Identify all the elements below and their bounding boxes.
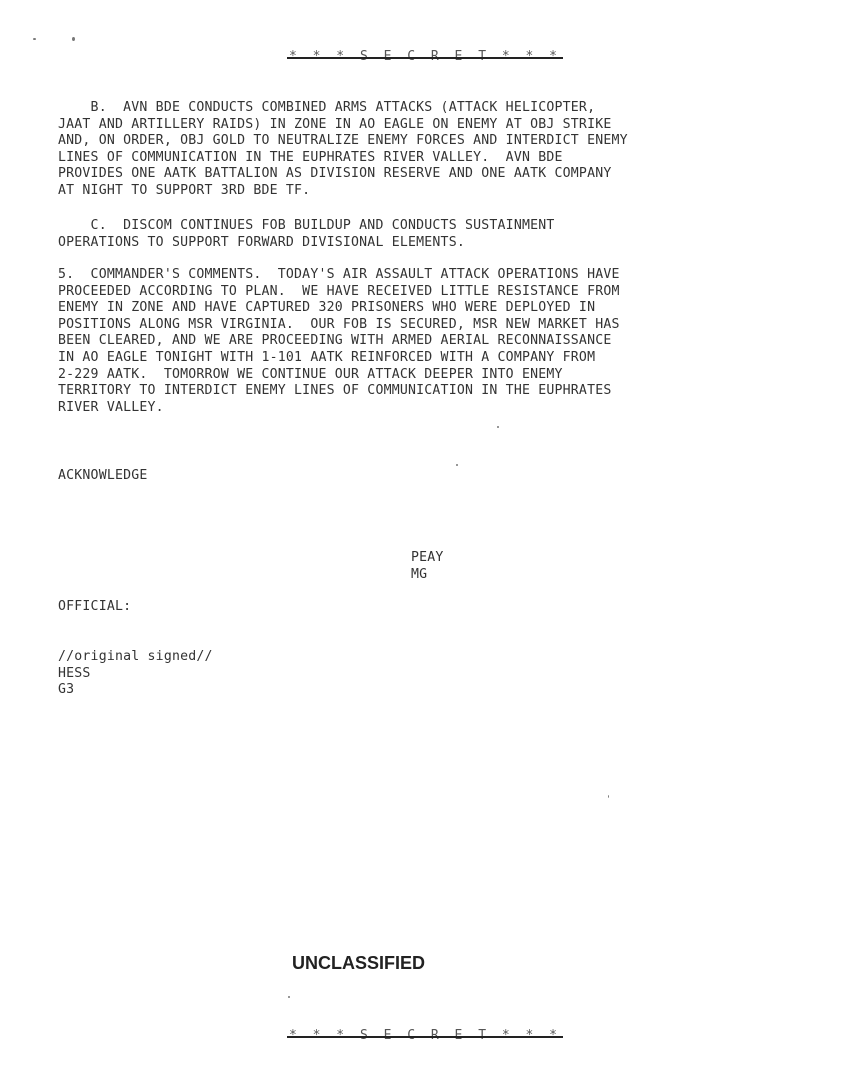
scan-speck bbox=[33, 38, 36, 40]
paragraph-c: C. DISCOM CONTINUES FOB BUILDUP AND CONDUCTS SUSTAINMENT OPERATIONS TO SUPPORT FORWARD DIVISIONAL ELEMENTS. bbox=[58, 218, 555, 250]
signature-name: PEAY bbox=[411, 550, 444, 565]
paragraph-b: B. AVN BDE CONDUCTS COMBINED ARMS ATTACKS (ATTACK HELICOPTER, JAAT AND ARTILLERY RAIDS) IN ZONE IN AO EAGLE ON ENEMY AT OBJ STRIKE AND, ON ORDER, OBJ GOLD TO NEUTRALIZE ENEMY FORCES AND INTERDICT ENEMY LINES OF COMMUNICATION IN THE EUPHRATES RIVER VALLEY. AVN BDE PROVIDES ONE AATK BATTALION AS DIVISION RESERVE AND ONE AATK COMPANY AT NIGHT TO SUPPORT 3RD BDE TF. bbox=[58, 100, 628, 198]
scan-speck bbox=[72, 37, 75, 41]
scan-speck bbox=[288, 996, 290, 998]
bottom-classification-marking: * * * S E C R E T * * * bbox=[288, 1028, 561, 1043]
acknowledge-line: ACKNOWLEDGE bbox=[58, 468, 148, 483]
scan-speck bbox=[456, 464, 458, 466]
official-section: G3 bbox=[58, 682, 75, 697]
signature-rank: MG bbox=[411, 567, 428, 582]
top-classification-marking: * * * S E C R E T * * * bbox=[288, 49, 561, 64]
scan-speck bbox=[497, 426, 499, 428]
unclassified-marking: UNCLASSIFIED bbox=[292, 953, 426, 973]
official-label: OFFICIAL: bbox=[58, 599, 132, 614]
paragraph-5-commanders-comments: 5. COMMANDER'S COMMENTS. TODAY'S AIR ASSAULT ATTACK OPERATIONS HAVE PROCEEDED ACCORDING TO PLAN. WE HAVE RECEIVED LITTLE RESISTANCE FROM ENEMY IN ZONE AND HAVE CAPTURED 320 PRISONERS WHO WERE DEPLOYED IN POSITIONS ALONG MSR VIRGINIA. OUR FOB IS SECURED, MSR NEW MARKET HAS BEEN CLEARED, AND WE ARE PROCEEDING WITH ARMED AERIAL RECONNAISSANCE IN AO EAGLE TONIGHT WITH 1-101 AATK REINFORCED WITH A COMPANY FROM 2-229 AATK. TOMORROW WE CONTINUE OUR ATTACK DEEPER INTO ENEMY TERRITORY TO INTERDICT ENEMY LINES OF COMMUNICATION IN THE EUPHRATES RIVER VALLEY. bbox=[58, 267, 620, 415]
original-signed-note: //original signed// bbox=[58, 649, 213, 664]
scan-speck bbox=[608, 795, 609, 798]
official-name: HESS bbox=[58, 666, 91, 681]
